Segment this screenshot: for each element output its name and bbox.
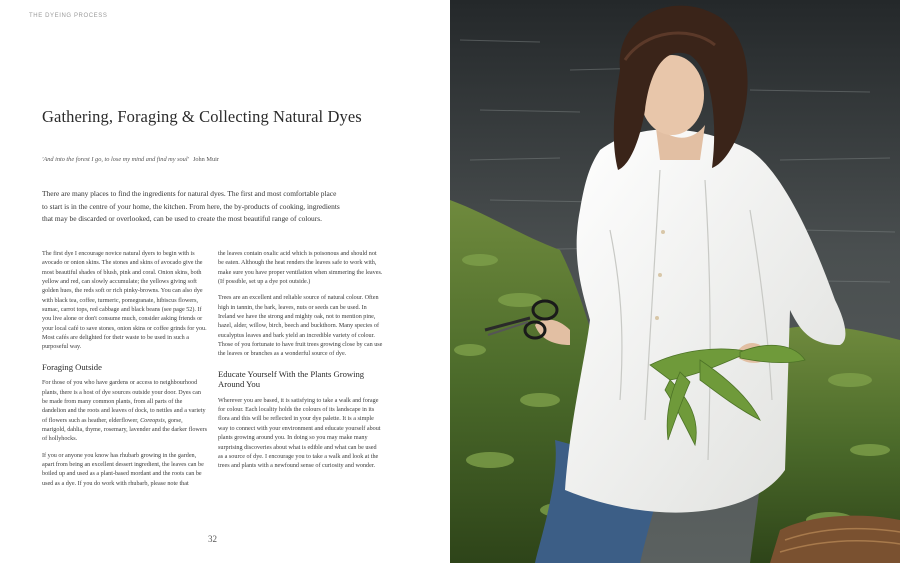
- running-head: THE DYEING PROCESS: [29, 13, 108, 19]
- paragraph-text: For those of you who have gardens or access to neighbourhood plants, there is a host of dye sources outside your door. Dyes can be made from many common plants, from all parts of the dandelion and the roots and leaves of dock, to nettles and a variety of flowers such as heather, elderflower,: [42, 380, 206, 424]
- subheading-foraging-outside: Foraging Outside: [42, 361, 102, 372]
- photo-illustration: [450, 0, 900, 563]
- intro-paragraph: There are many places to find the ingredients for natural dyes. The first and most comfortable place to start is in the centre of your home, the kitchen. From here, the by-products of cooking, ingredients that may be discarded or overlooked, can be used to create the most beautiful range of colours.: [42, 189, 340, 223]
- epigraph-quote: 'And into the forest I go, to lose my mind and find my soul': [42, 156, 189, 163]
- epigraph: [42, 156, 219, 163]
- body-column-left: [42, 250, 207, 496]
- photo-woman-foraging-ferns: [450, 0, 900, 563]
- paragraph: Trees are an excellent and reliable source of natural colour. Often high in tannin, the bark, leaves, nuts or seeds can be used. In Ireland we have the strong and mighty oak, not to mention pine, hazel, alder, willow, birch, beech and buckthorn. Many species of eucalyptus leaves and bark yield an incredible variety of colour. Those of you fortunate to have fruit trees growing close by can use the leaves or branches as a wonderful source of dye.: [218, 295, 383, 358]
- paragraph-italic-text: Coreopsis: [140, 417, 165, 424]
- paragraph: [42, 379, 207, 444]
- page-number: 32: [208, 534, 217, 544]
- paragraph-text: , gorse, marigold, dahlia, thyme, rosemary, lavender and the darker flowers of hollyhocks.: [42, 417, 207, 443]
- paragraph: the leaves contain oxalic acid which is poisonous and should not be eaten. Although the heat renders the leaves safe to work with, make sure you have proper ventilation when simmering the leaves. (If possible, set up a dye pot outside.): [218, 251, 383, 286]
- body-column-right: [218, 250, 383, 479]
- paragraph: If you or anyone you know has rhubarb growing in the garden, apart from being an excellent dessert ingredient, the leaves can be boiled up and used as a plant-based mordant and the roots can be used as a dye. If you do work with rhubarb, please note that: [42, 452, 204, 487]
- paragraph: The first dye I encourage novice natural dyers to begin with is avocado or onion skins. The stones and skins of avocado give the most beautiful shades of blush, pink and coral. Onion skins, both yellow and red, can slowly accumulate; the yellows giving soft golden hues, the reds soft or rich pinky-browns. You can also dye with black tea, coffee, turmeric, pomegranate, hibiscus flowers, sumac, carrot tops, red cabbage and black beans (see page 52). If you live alone or don't consume much, consider asking friends or your local café to save stones, onion skins or coffee grinds for you. Most cafés are delighted for their waste to be used in such a purposeful way.: [42, 251, 207, 351]
- page-title: Gathering, Foraging & Collecting Natural Dyes: [42, 107, 362, 126]
- subheading-educate-yourself: Educate Yourself With the Plants Growing Around You: [218, 368, 365, 390]
- epigraph-author: John Muir: [192, 156, 220, 163]
- paragraph: Wherever you are based, it is satisfying to take a walk and forage for colour. Each locality holds the colours of its landscape in its flora and this will be reflected in your dye palette. It is a simple way to connect with your environment and educate yourself about plants growing around you. In doing so you may make many surprising discoveries about what is edible and what can be used as a source of dye. I encourage you to take a walk and look at the trees and plants with a newfound sense of curiosity and wonder.: [218, 397, 381, 470]
